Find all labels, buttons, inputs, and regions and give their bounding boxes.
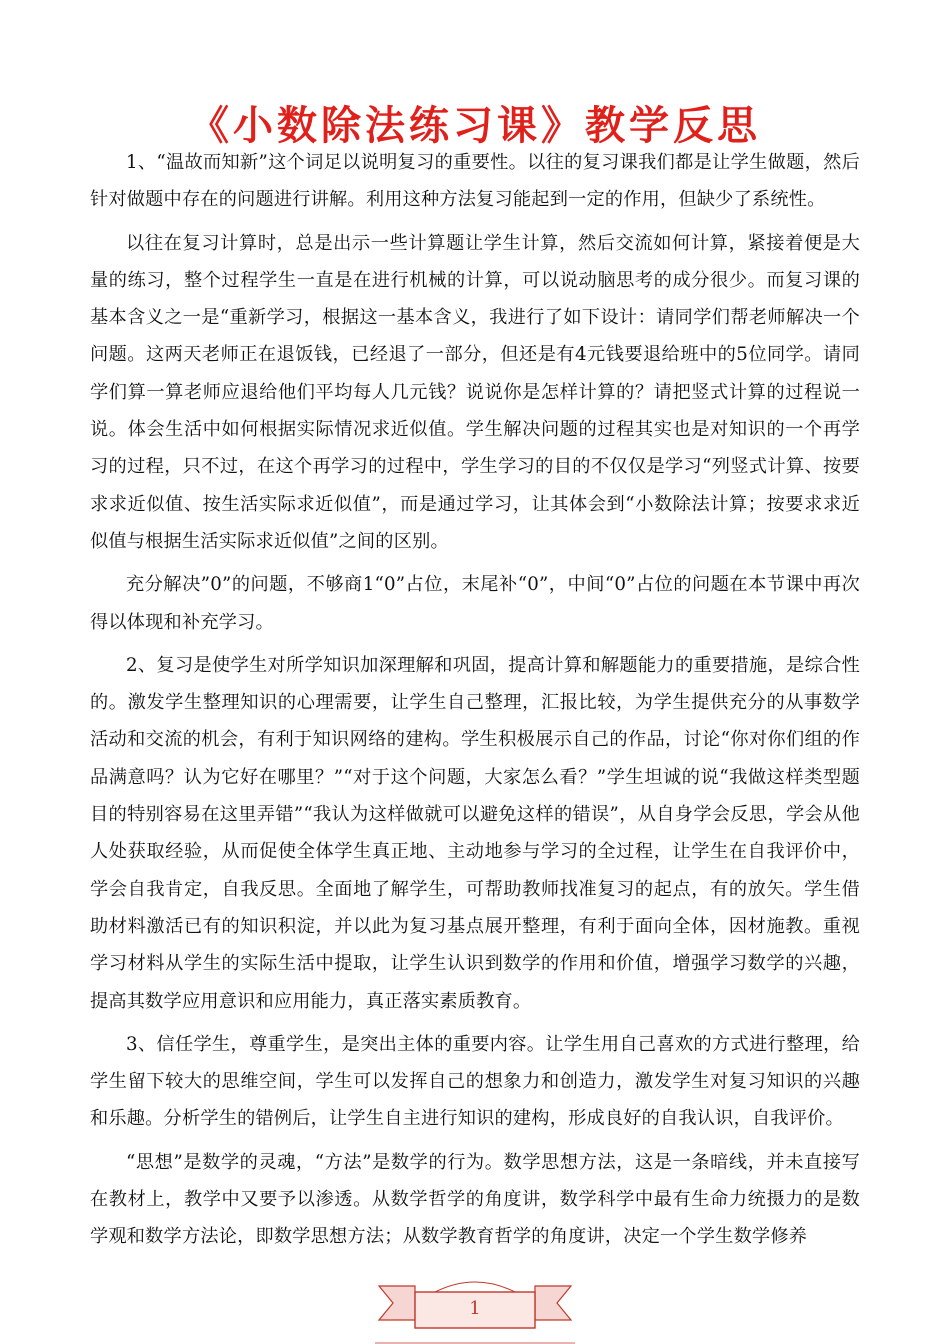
paragraph-1: 1、“温故而知新”这个词足以说明复习的重要性。以往的复习课我们都是让学生做题，然后针对做题中存在的问题进行讲解。利用这种方法复习能起到一定的作用，但缺少了系统性。 (90, 152, 860, 211)
page-footer (375, 1268, 575, 1344)
paragraph-2: 以往在复习计算时，总是出示一些计算题让学生计算，然后交流如何计算，紧接着便是大量的练习，整个过程学生一直是在进行机械的计算，可以说动脑思考的成分很少。而复习课的基本含义之一是“重新学习，根据这一基本含义，我进行了如下设计：请同学们帮老师解决一个问题。这两天老师正在退饭钱，已经退了一部分，但还是有4元钱要退给班中的5位同学。请同学们算一算老师应退给他们平均每人几元钱？说说你是怎样计算的？请把竖式计算的过程说一说。体会生活中如何根据实际情况求近似值。学生解决问题的过程其实也是对知识的一个再学习的过程，只不过，在这个再学习的过程中，学生学习的目的不仅仅是学习“列竖式计算、按要求求近似值、按生活实际求近似值”，而是通过学习，让其体会到“小数除法计算；按要求求近似值与根据生活实际求近似值”之间的区别。 (90, 232, 860, 552)
paragraph-4: 2、复习是使学生对所学知识加深理解和巩固，提高计算和解题能力的重要措施，是综合性的。激发学生整理知识的心理需要，让学生自己整理，汇报比较，为学生提供充分的从事数学活动和交流的机会，有利于知识网络的建构。学生积极展示自己的作品，讨论“你对你们组的作品满意吗？认为它好在哪里？”“对于这个问题，大家怎么看？”学生坦诚的说“我做这样类型题目的特别容易在这里弄错”“我认为这样做就可以避免这样的错误”，从自身学会反思，学会从他人处获取经验，从而促使全体学生真正地、主动地参与学习的全过程，让学生在自我评价中，学会自我肯定，自我反思。全面地了解学生，可帮助教师找准复习的起点，有的放矢。学生借助材料激活已有的知识积淀，并以此为复习基点展开整理，有利于面向全体，因材施教。重视学习材料从学生的实际生活中提取，让学生认识到数学的作用和价值，增强学习数学的兴趣，提高其数学应用意识和应用能力，真正落实素质教育。 (90, 654, 860, 1012)
paragraph-6: “思想”是数学的灵魂，“方法”是数学的行为。数学思想方法，这是一条暗线，并未直接写在教材上，教学中又要予以渗透。从数学哲学的角度讲，数学科学中最有生命力统摄力的是数学观和数学方法论，即数学思想方法；从数学教育哲学的角度讲，决定一个学生数学修养 (90, 1151, 860, 1248)
document-title: 《小数除法练习课》教学反思 (189, 103, 761, 149)
paragraph-5: 3、信任学生，尊重学生，是突出主体的重要内容。让学生用自己喜欢的方式进行整理，给学生留下较大的思维空间，学生可以发挥自己的想象力和创造力，激发学生对复习知识的兴趣和乐趣。分析学生的错例后，让学生自主进行知识的建构，形成良好的自我认识，自我评价。 (90, 1033, 860, 1130)
paragraph-3: 充分解决”0”的问题，不够商1“0”占位，末尾补“0”，中间“0”占位的问题在本节课中再次得以体现和补充学习。 (90, 574, 860, 633)
page-number: 1 (469, 1298, 481, 1319)
document-body (90, 144, 860, 1262)
